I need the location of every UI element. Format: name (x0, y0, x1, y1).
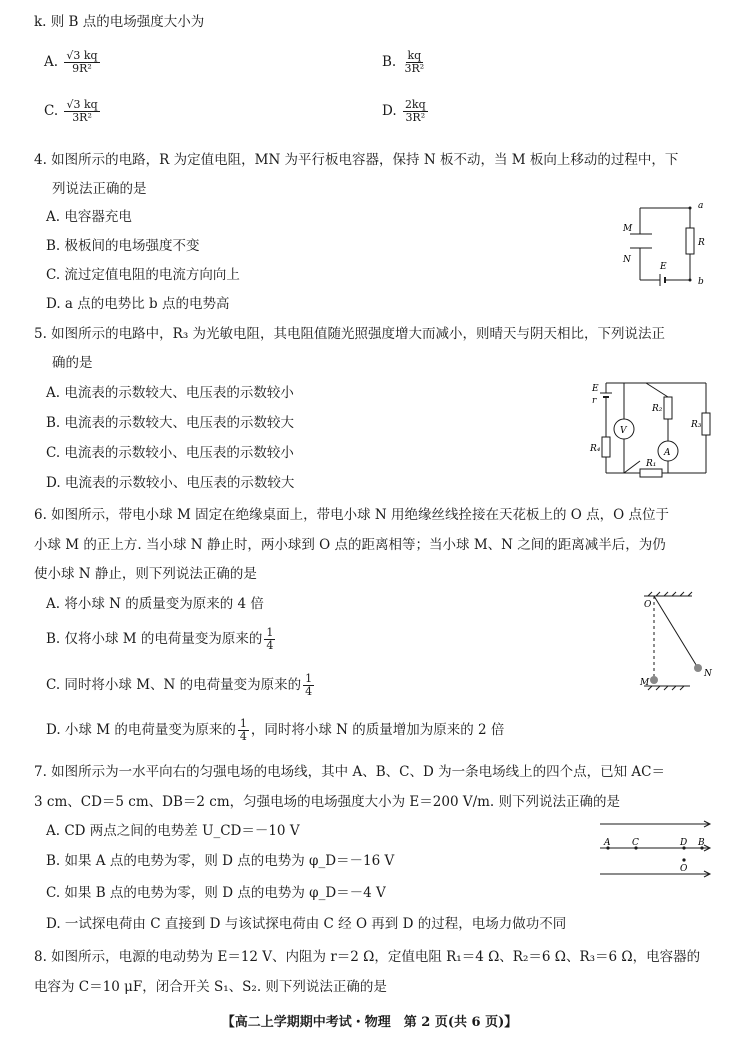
q8-stem-line1: 8. 如图所示，电源的电动势为 E＝12 V、内阻为 r＝2 Ω，定值电阻 R₁＝4 Ω、R₂＝6 Ω、R₃＝6 Ω，电容器的 (34, 949, 701, 965)
page-footer: 【高二上学期期中考试・物理 第 2 页(共 6 页)】 (221, 1015, 518, 1030)
label-r4: R₄ (590, 444, 601, 454)
q6-option-a[interactable]: A. 将小球 N 的质量变为原来的 4 倍 (46, 596, 264, 612)
q7-option-b[interactable]: B. 如果 A 点的电势为零，则 D 点的电势为 φ_D＝－16 V (46, 853, 395, 869)
q6-option-d[interactable]: D. 小球 M 的电荷量变为原来的 $\frac{1}{4}$ ，同时将小球 N 的质量增加为原来的 2 倍 (46, 717, 505, 743)
q4-stem-line1: 4. 如图所示的电路，R 为定值电阻，MN 为平行板电容器，保持 N 板不动，当 M 板向上移动的过程中，下 (34, 152, 679, 168)
q5-circuit-figure (588, 375, 718, 484)
q7-stem-line2: 3 cm、CD＝5 cm、DB＝2 cm，匀强电场的电场强度大小为 E＝200 V/m. 则下列说法正确的是 (34, 794, 621, 810)
label-m: M (623, 224, 633, 234)
q6-option-c[interactable]: C. 同时将小球 M、N 的电荷量变为原来的 $\frac{1}{4}$ (46, 672, 313, 698)
label-n: N (623, 255, 631, 265)
q5-option-a[interactable]: A. 电流表的示数较大、电压表的示数较小 (46, 385, 294, 401)
q3-option-d[interactable]: D. $\frac{2kq}{\text{3R²}}$ (382, 98, 426, 124)
q4-option-a[interactable]: A. 电容器充电 (46, 209, 132, 225)
q6-pendulum-figure (632, 590, 717, 699)
fraction: $\frac{√3 kq}{\text{9R²}}$ (66, 49, 98, 75)
q4-option-b[interactable]: B. 极板间的电场强度不变 (46, 238, 200, 254)
fraction: $\frac{2kq}{\text{3R²}}$ (404, 98, 426, 124)
q3-option-c[interactable]: C. $\frac{√3 kq}{\text{3R²}}$ (44, 98, 98, 124)
label-c: C (632, 838, 639, 848)
q4-option-c[interactable]: C. 流过定值电阻的电流方向向上 (46, 267, 240, 283)
label-r1: R₁ (646, 459, 657, 469)
label-o: O (644, 600, 652, 610)
label-m: M (640, 678, 650, 688)
label-r3: R₃ (691, 420, 702, 430)
fraction: $\frac{1}{4}$ (305, 672, 313, 698)
label-r2: R₂ (652, 404, 663, 414)
q5-option-d[interactable]: D. 电流表的示数较小、电压表的示数较大 (46, 475, 295, 491)
label-n: N (704, 669, 712, 679)
q4-option-d[interactable]: D. a 点的电势比 b 点的电势高 (46, 296, 230, 312)
q6-stem-line2: 小球 M 的正上方. 当小球 N 静止时，两小球到 O 点的距离相等；当小球 M、N 之间的距离减半后，为仍 (34, 537, 666, 553)
q7-option-c[interactable]: C. 如果 B 点的电势为零，则 D 点的电势为 φ_D＝－4 V (46, 885, 386, 901)
q7-option-a[interactable]: A. CD 两点之间的电势差 U_CD＝－10 V (46, 823, 300, 839)
voltmeter-label: V (620, 426, 627, 436)
q7-stem-line1: 7. 如图所示为一水平向右的匀强电场的电场线，其中 A、B、C、D 为一条电场线上的四个点，已知 AC＝ (34, 764, 665, 780)
q5-option-c[interactable]: C. 电流表的示数较小、电压表的示数较小 (46, 445, 294, 461)
q7-option-d[interactable]: D. 一试探电荷由 C 直接到 D 与该试探电荷由 C 经 O 再到 D 的过程，电场力做功不同 (46, 916, 567, 932)
q4-circuit-figure (620, 198, 720, 294)
q6-stem-line3: 使小球 N 静止，则下列说法正确的是 (34, 566, 257, 582)
ammeter-label: A (664, 448, 671, 458)
label-e: E (592, 384, 599, 394)
label-a: a (698, 201, 704, 211)
q5-option-b[interactable]: B. 电流表的示数较大、电压表的示数较大 (46, 415, 295, 431)
q4-stem-line2: 列说法正确的是 (52, 181, 147, 197)
label-b: b (698, 277, 704, 287)
q7-field-lines-figure (598, 818, 718, 887)
q6-stem-line1: 6. 如图所示，带电小球 M 固定在绝缘桌面上，带电小球 N 用绝缘丝线拴接在天花板上的 O 点，O 点位于 (34, 507, 669, 523)
label-o: O (680, 864, 688, 874)
label-r: R (698, 238, 705, 248)
fraction: $\frac{1}{4}$ (266, 626, 274, 652)
q3-tail: k. 则 B 点的电场强度大小为 (34, 14, 205, 30)
q6-option-b[interactable]: B. 仅将小球 M 的电荷量变为原来的 $\frac{1}{4}$ (46, 626, 274, 652)
q3-option-a[interactable]: A. $\frac{√3 kq}{\text{9R²}}$ (44, 49, 98, 75)
fraction: $\frac{kq}{\text{3R²}}$ (404, 49, 425, 75)
q3-option-b[interactable]: B. $\frac{kq}{\text{3R²}}$ (382, 49, 425, 75)
label-r: r (592, 396, 597, 406)
q5-stem-line2: 确的是 (52, 355, 93, 371)
label-d: D (680, 838, 688, 848)
fraction: $\frac{√3 kq}{\text{3R²}}$ (66, 98, 98, 124)
label-b: B (698, 838, 705, 848)
label-a: A (604, 838, 611, 848)
label-e: E (660, 262, 667, 272)
q8-stem-line2: 电容为 C＝10 μF，闭合开关 S₁、S₂. 则下列说法正确的是 (34, 979, 387, 995)
fraction: $\frac{1}{4}$ (239, 717, 247, 743)
q5-stem-line1: 5. 如图所示的电路中，R₃ 为光敏电阻，其电阻值随光照强度增大而减小，则晴天与阴天相比，下列说法正 (34, 326, 666, 342)
